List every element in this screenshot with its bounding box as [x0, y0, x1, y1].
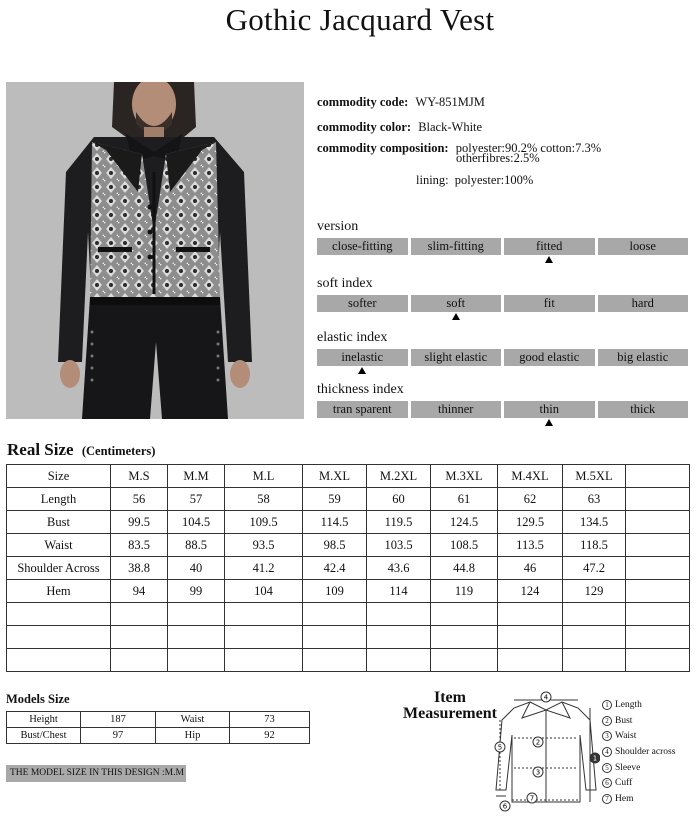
- diagram-label-2: 2: [535, 738, 541, 747]
- legend-item: [602, 791, 675, 807]
- spec-lining-label: lining:: [416, 173, 449, 187]
- size-table-cell: 59: [303, 488, 367, 511]
- index-option: thin: [504, 401, 595, 418]
- index-option: close-fitting: [317, 238, 408, 255]
- legend-label: Cuff: [615, 778, 633, 789]
- models-size-row: [7, 712, 310, 728]
- size-table-cell: [563, 649, 626, 672]
- size-table-cell: [168, 626, 225, 649]
- spec-code-label: commodity code:: [317, 95, 409, 109]
- size-table-cell: Shoulder Across: [7, 557, 111, 580]
- diagram-label-7: 7: [529, 794, 535, 803]
- spec-color-value: Black-White: [418, 120, 483, 134]
- size-table-cell: 61: [431, 488, 498, 511]
- spec-composition-label: commodity composition:: [317, 141, 449, 155]
- index-row-elastic: [317, 349, 688, 366]
- model-in-vest-illustration: [6, 82, 304, 419]
- spec-code: [317, 95, 485, 110]
- index-option: fit: [504, 295, 595, 312]
- spec-color-label: commodity color:: [317, 120, 412, 134]
- diagram-label-4: 4: [543, 693, 549, 702]
- index-option: fitted: [504, 238, 595, 255]
- diagram-label-6: 6: [502, 802, 508, 811]
- size-table-cell: [563, 603, 626, 626]
- size-table-cell: [626, 580, 690, 603]
- size-table-cell: M.L: [225, 465, 303, 488]
- spec-lining-value: polyester:100%: [454, 173, 534, 187]
- size-table-cell: M.4XL: [498, 465, 563, 488]
- size-table-cell: 93.5: [225, 534, 303, 557]
- size-table-cell: 38.8: [111, 557, 168, 580]
- legend-number: 4: [602, 747, 612, 757]
- index-option: big elastic: [598, 349, 689, 366]
- index-row-soft: [317, 295, 688, 312]
- size-table-row: [7, 603, 690, 626]
- index-option: loose: [598, 238, 689, 255]
- size-table-cell: [225, 649, 303, 672]
- legend-label: Shoulder across: [615, 746, 676, 757]
- size-table-cell: 129: [563, 580, 626, 603]
- size-table-cell: [7, 603, 111, 626]
- index-title-elastic: elastic index: [317, 330, 388, 345]
- size-table-cell: [563, 626, 626, 649]
- size-table-cell: [303, 603, 367, 626]
- index-title-soft: soft index: [317, 276, 373, 291]
- legend-label: Length: [615, 699, 642, 710]
- size-table-cell: 119: [431, 580, 498, 603]
- size-table-cell: 62: [498, 488, 563, 511]
- legend-number: 7: [602, 794, 612, 804]
- size-table-cell: 104.5: [168, 511, 225, 534]
- spec-composition-line2: otherfibres:2.5%: [456, 151, 540, 165]
- legend-item: [602, 744, 675, 760]
- models-size-cell: 97: [81, 728, 156, 744]
- size-table-cell: 83.5: [111, 534, 168, 557]
- size-table-cell: 42.4: [303, 557, 367, 580]
- index-option: slight elastic: [411, 349, 502, 366]
- size-table-header: [7, 465, 690, 488]
- size-table-cell: 58: [225, 488, 303, 511]
- legend-item: [602, 713, 675, 729]
- product-photo: [6, 82, 304, 419]
- spec-color: [317, 120, 482, 135]
- index-option: softer: [317, 295, 408, 312]
- size-table-cell: [225, 626, 303, 649]
- legend-number: 6: [602, 778, 612, 788]
- index-option: hard: [598, 295, 689, 312]
- size-table-cell: [367, 649, 431, 672]
- size-table-cell: [431, 649, 498, 672]
- index-option: soft: [411, 295, 502, 312]
- spec-code-value: WY-851MJM: [415, 95, 485, 109]
- size-table-cell: 109.5: [225, 511, 303, 534]
- legend-number: 2: [602, 716, 612, 726]
- size-table-cell: 113.5: [498, 534, 563, 557]
- size-table-cell: [168, 603, 225, 626]
- real-size-title: Real Size: [7, 440, 74, 459]
- legend-label: Waist: [615, 731, 637, 742]
- legend-label: Sleeve: [615, 762, 641, 773]
- size-table-row: [7, 557, 690, 580]
- spec-composition-line1: polyester:90.2% cotton:7.3%: [455, 141, 602, 155]
- size-table-cell: M.2XL: [367, 465, 431, 488]
- size-table-cell: 114.5: [303, 511, 367, 534]
- index-row-thickness: [317, 401, 688, 418]
- legend-label: Bust: [615, 715, 633, 726]
- models-size-cell: Hip: [156, 728, 230, 744]
- models-size-table: [6, 711, 310, 744]
- size-table-cell: Size: [7, 465, 111, 488]
- size-table-cell: Bust: [7, 511, 111, 534]
- coat-measurement-diagram: [492, 690, 600, 816]
- size-table-cell: 134.5: [563, 511, 626, 534]
- index-option: thinner: [411, 401, 502, 418]
- models-size-cell: Waist: [156, 712, 230, 728]
- size-table-cell: 104: [225, 580, 303, 603]
- models-size-cell: 73: [230, 712, 310, 728]
- size-table-cell: [626, 511, 690, 534]
- index-title-version: version: [317, 219, 359, 234]
- size-table-cell: [626, 488, 690, 511]
- selected-marker-icon: [545, 256, 553, 263]
- size-table-cell: [225, 603, 303, 626]
- diagram-label-1: 1: [592, 754, 598, 763]
- size-table-cell: 124.5: [431, 511, 498, 534]
- size-table-cell: 88.5: [168, 534, 225, 557]
- size-table-cell: [168, 649, 225, 672]
- product-title: Gothic Jacquard Vest: [225, 2, 495, 37]
- size-table-cell: [626, 603, 690, 626]
- size-table-row: [7, 626, 690, 649]
- size-table-cell: [626, 626, 690, 649]
- size-table-cell: [626, 465, 690, 488]
- legend-label: Hem: [615, 793, 634, 804]
- size-table-cell: 40: [168, 557, 225, 580]
- measurement-legend: [602, 697, 675, 807]
- diagram-label-3: 3: [535, 768, 541, 777]
- model-size-banner: THE MODEL SIZE IN THIS DESIGN :M.M: [6, 765, 186, 782]
- size-table-cell: [498, 626, 563, 649]
- selected-marker-icon: [358, 367, 366, 374]
- selected-marker-icon: [545, 419, 553, 426]
- size-table-cell: M.XL: [303, 465, 367, 488]
- size-table-cell: 60: [367, 488, 431, 511]
- size-table-cell: [367, 603, 431, 626]
- index-option: thick: [598, 401, 689, 418]
- legend-item: [602, 728, 675, 744]
- size-table-cell: M.M: [168, 465, 225, 488]
- size-table-cell: [111, 649, 168, 672]
- size-table-cell: 43.6: [367, 557, 431, 580]
- legend-item: [602, 760, 675, 776]
- size-table-cell: [626, 557, 690, 580]
- models-size-cell: 92: [230, 728, 310, 744]
- size-table-cell: [303, 649, 367, 672]
- size-table-cell: M.5XL: [563, 465, 626, 488]
- spec-lining: [416, 173, 533, 188]
- size-table-cell: 63: [563, 488, 626, 511]
- size-table-cell: [626, 534, 690, 557]
- real-size-heading: [7, 440, 155, 460]
- size-table-cell: 119.5: [367, 511, 431, 534]
- size-table-cell: [626, 649, 690, 672]
- real-size-unit: (Centimeters): [81, 444, 156, 458]
- size-table-cell: [431, 603, 498, 626]
- size-table-cell: 47.2: [563, 557, 626, 580]
- models-size-row: [7, 728, 310, 744]
- diagram-label-5: 5: [497, 743, 503, 752]
- size-table-cell: 118.5: [563, 534, 626, 557]
- size-table-cell: [367, 626, 431, 649]
- legend-number: 3: [602, 731, 612, 741]
- size-table-cell: M.3XL: [431, 465, 498, 488]
- size-table-cell: [111, 603, 168, 626]
- index-option: slim-fitting: [411, 238, 502, 255]
- size-table-cell: Length: [7, 488, 111, 511]
- size-table-cell: 129.5: [498, 511, 563, 534]
- size-table-cell: [498, 649, 563, 672]
- size-table-cell: 57: [168, 488, 225, 511]
- size-table-cell: Waist: [7, 534, 111, 557]
- size-table-cell: M.S: [111, 465, 168, 488]
- size-table-cell: 109: [303, 580, 367, 603]
- size-table-cell: 94: [111, 580, 168, 603]
- size-table-row: [7, 580, 690, 603]
- size-table-cell: 41.2: [225, 557, 303, 580]
- size-table-cell: 98.5: [303, 534, 367, 557]
- index-row-version: [317, 238, 688, 255]
- models-size-cell: Height: [7, 712, 81, 728]
- size-table-cell: [7, 649, 111, 672]
- size-table-row: [7, 488, 690, 511]
- size-table-cell: 103.5: [367, 534, 431, 557]
- size-table-cell: Hem: [7, 580, 111, 603]
- size-table-cell: 99.5: [111, 511, 168, 534]
- size-table-cell: 46: [498, 557, 563, 580]
- legend-item: [602, 697, 675, 713]
- index-option: tran sparent: [317, 401, 408, 418]
- size-table-cell: [498, 603, 563, 626]
- models-size-cell: Bust/Chest: [7, 728, 81, 744]
- legend-number: 1: [602, 700, 612, 710]
- models-size-cell: 187: [81, 712, 156, 728]
- size-table-row: [7, 511, 690, 534]
- size-table-row: [7, 649, 690, 672]
- legend-item: [602, 775, 675, 791]
- size-table-cell: [7, 626, 111, 649]
- size-table-cell: [111, 626, 168, 649]
- index-option: good elastic: [504, 349, 595, 366]
- size-table: [6, 464, 690, 672]
- size-table-cell: 114: [367, 580, 431, 603]
- size-table-cell: 99: [168, 580, 225, 603]
- size-table-cell: 44.8: [431, 557, 498, 580]
- item-measurement-title-line2: Measurement: [403, 705, 497, 722]
- size-table-cell: 108.5: [431, 534, 498, 557]
- index-title-thickness: thickness index: [317, 382, 404, 397]
- size-table-cell: 124: [498, 580, 563, 603]
- size-table-cell: 56: [111, 488, 168, 511]
- legend-number: 5: [602, 763, 612, 773]
- size-table-row: [7, 534, 690, 557]
- size-table-cell: [303, 626, 367, 649]
- selected-marker-icon: [452, 313, 460, 320]
- size-table-cell: [431, 626, 498, 649]
- index-option: inelastic: [317, 349, 408, 366]
- models-size-title: Models Size: [6, 692, 70, 706]
- item-measurement-title-line1: Item: [434, 689, 466, 706]
